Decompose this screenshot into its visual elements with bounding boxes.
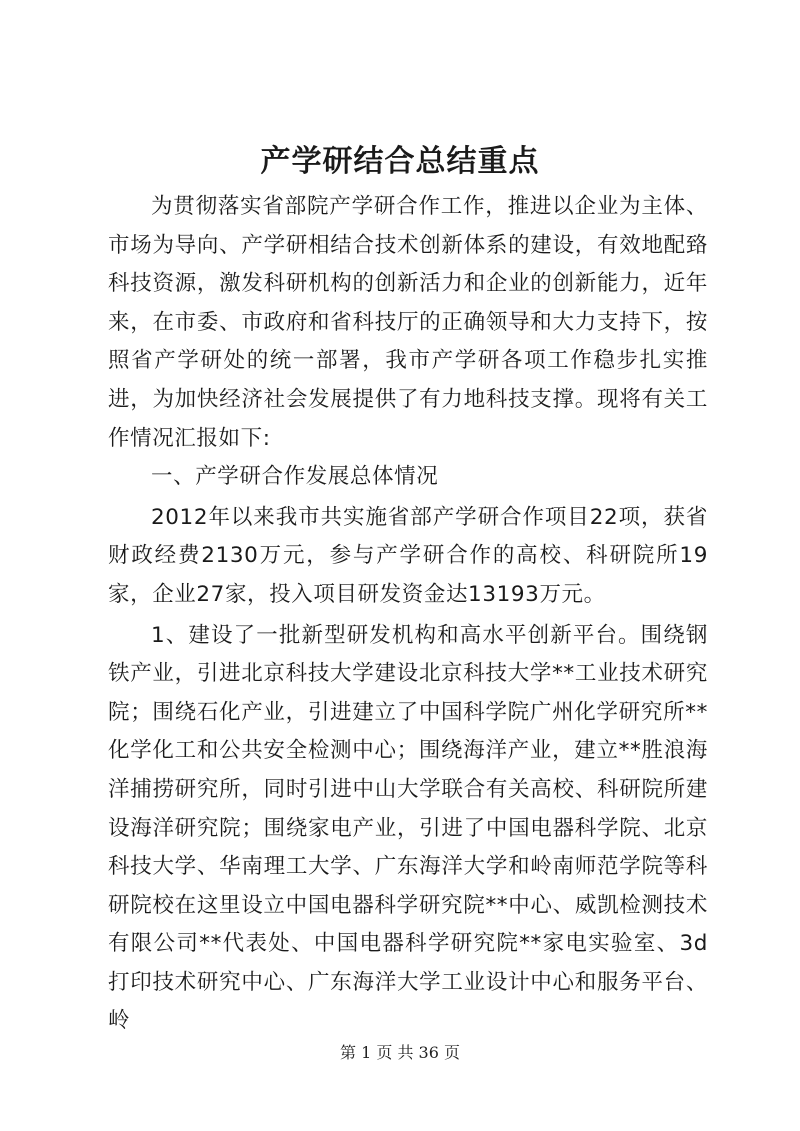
document-title: 产学研结合总结重点 <box>260 144 540 179</box>
page-number-footer: 第 1 页 共 36 页 <box>340 1043 460 1062</box>
paragraph-point-1: 1、建设了一批新型研发机构和高水平创新平台。围绕钢铁产业，引进北京科技大学建设北京科技大学**工业技术研究院；围绕石化产业，引进建立了中国科学院广州化学研究所**化学化工和公共安全检测中心；围绕海洋产业，建立**胜浪海洋捕捞研究所，同时引进中山大学联合有关高校、科研院所建设海洋研究院；围绕家电产业，引进了中国电器科学院、北京科技大学、华南理工大学、广东海洋大学和岭南师范学院等科研院校在这里设立中国电器科学研究院**中心、威凯检测技术有限公司**代表处、中国电器科学研究院**家电实验室、3d打印技术研究中心、广东海洋大学工业设计中心和服务平台、岭 <box>108 622 708 1034</box>
paragraph-summary: 2012年以来我市共实施省部产学研合作项目22项，获省财政经费2130万元，参与产学研合作的高校、科研院所19家，企业27家，投入项目研发资金达13193万元。 <box>108 504 708 607</box>
document-body <box>108 188 708 1041</box>
section-heading: 一、产学研合作发展总体情况 <box>151 464 439 490</box>
paragraph-intro: 为贯彻落实省部院产学研合作工作，推进以企业为主体、市场为导向、产学研相结合技术创新体系的建设，有效地配臵科技资源，激发科研机构的创新活力和企业的创新能力，近年来，在市委、市政府和省科技厅的正确领导和大力支持下，按照省产学研处的统一部署，我市产学研各项工作稳步扎实推进，为加快经济社会发展提供了有力地科技支撑。现将有关工作情况汇报如下: <box>108 194 708 451</box>
